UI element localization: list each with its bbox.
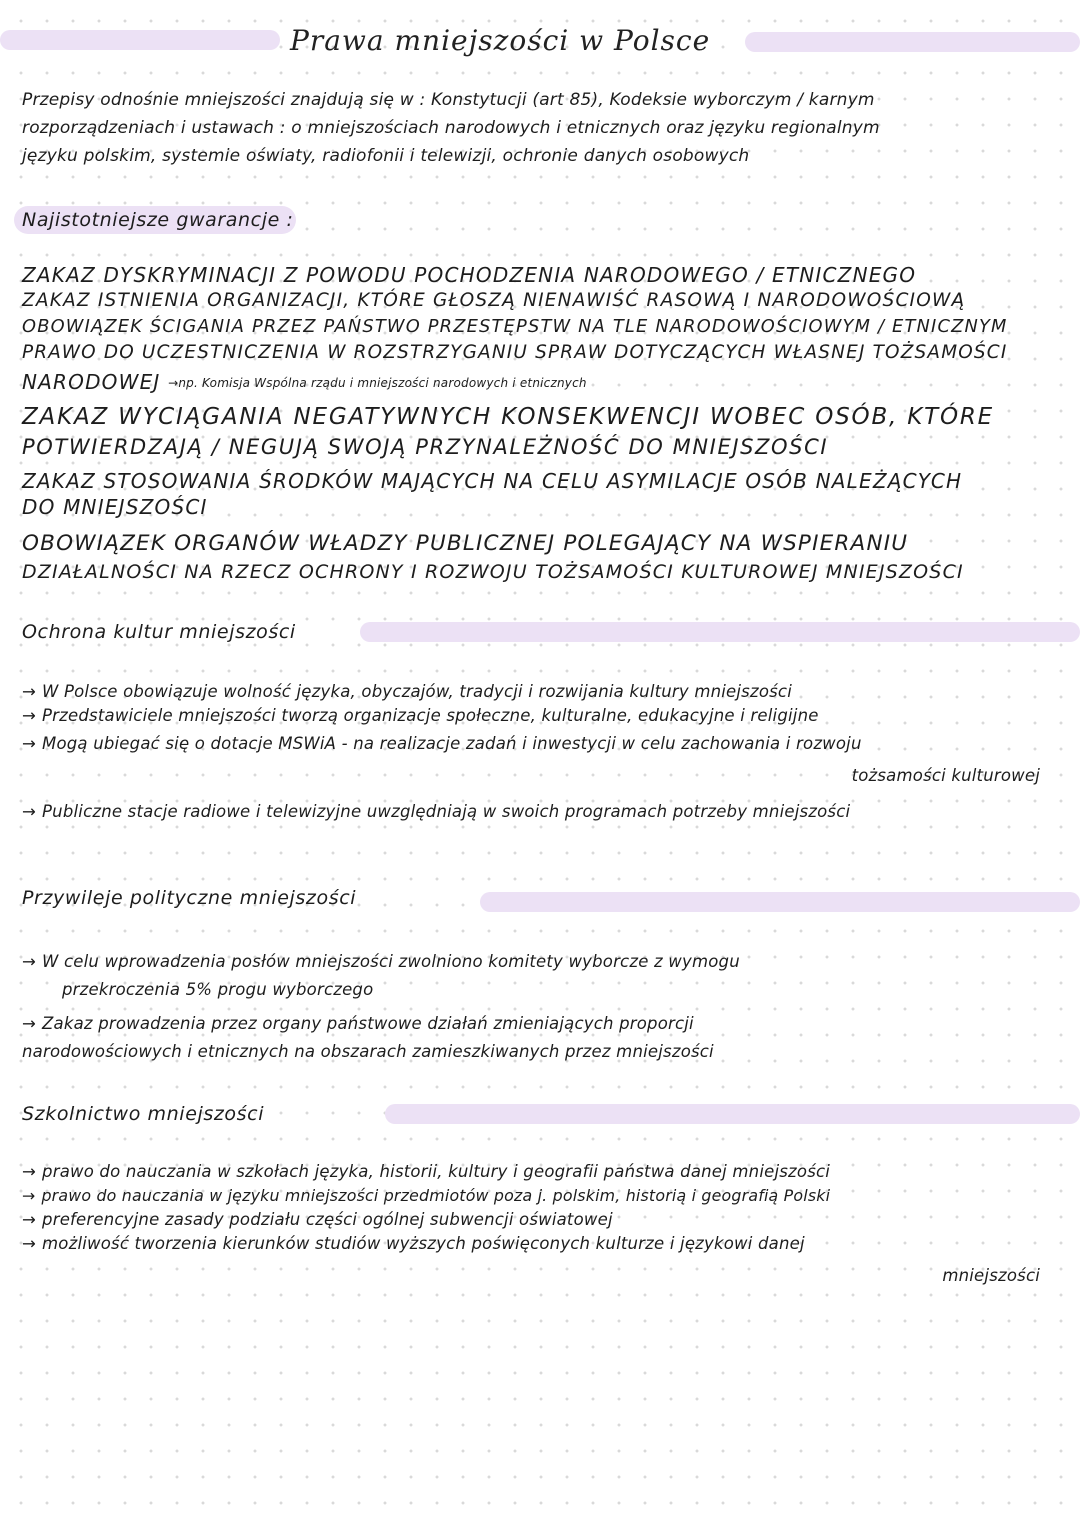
arrow-icon: → [22, 734, 37, 753]
section-heading-guarantees: Najistotniejsze gwarancje : [22, 209, 294, 231]
list-item [22, 1014, 694, 1034]
list-item [22, 1162, 830, 1182]
guarantee-line: PRAWO DO UCZESTNICZENIA W ROZSTRZYGANIU SPRAW DOTYCZĄCYCH WŁASNEJ TOŻSAMOŚCI [22, 342, 1008, 363]
list-item [22, 952, 740, 972]
arrow-icon: → [22, 682, 37, 701]
arrow-icon: → [22, 706, 37, 725]
arrow-icon: → [22, 1234, 37, 1253]
section-heading-politics: Przywileje polityczne mniejszości [22, 887, 357, 909]
arrow-icon: → [22, 1210, 37, 1229]
list-item-text: Zakaz prowadzenia przez organy państwowe działań zmieniających proporcji [42, 1014, 694, 1033]
list-item-text: prawo do nauczania w szkołach języka, historii, kultury i geografii państwa danej mniejszości [42, 1162, 831, 1181]
arrow-icon: → [22, 1162, 37, 1181]
title-highlight-left [0, 30, 280, 50]
heading-highlight-culture [360, 622, 1080, 642]
guarantee-line [22, 371, 587, 394]
list-item [22, 802, 850, 822]
section-heading-education: Szkolnictwo mniejszości [22, 1103, 265, 1125]
list-item [22, 1186, 830, 1206]
guarantee-note: →np. Komisja Wspólna rządu i mniejszości narodowych i etnicznych [168, 376, 587, 390]
intro-line: rozporządzeniach i ustawach : o mniejszościach narodowych i etnicznych oraz języku regionalnym [22, 118, 880, 138]
arrow-icon: → [22, 1186, 36, 1205]
list-item [22, 706, 819, 726]
heading-highlight-education [385, 1104, 1080, 1124]
list-item-text: W Polsce obowiązuje wolność języka, obyczajów, tradycji i rozwijania kultury mniejszości [42, 682, 792, 701]
list-item-text: W celu wprowadzenia posłów mniejszości zwolniono komitety wyborcze z wymogu [42, 952, 740, 971]
list-item-continuation: tożsamości kulturowej [851, 766, 1040, 785]
title-highlight-right [745, 32, 1080, 52]
guarantee-line: ZAKAZ WYCIĄGANIA NEGATYWNYCH KONSEKWENCJI WOBEC OSÓB, KTÓRE [22, 404, 994, 430]
guarantee-line-text: NARODOWEJ [22, 370, 161, 394]
list-item [22, 1210, 613, 1230]
list-item-text: Publiczne stacje radiowe i telewizyjne uwzględniają w swoich programach potrzeby mniejszości [42, 802, 851, 821]
arrow-icon: → [22, 1014, 37, 1033]
list-item-continuation: przekroczenia 5% progu wyborczego [62, 980, 374, 999]
guarantee-line: POTWIERDZAJĄ / NEGUJĄ SWOJĄ PRZYNALEŻNOŚĆ DO MNIEJSZOŚCI [22, 435, 829, 459]
arrow-icon: → [22, 952, 37, 971]
guarantee-line: OBOWIĄZEK ORGANÓW WŁADZY PUBLICZNEJ POLEGAJĄCY NA WSPIERANIU [22, 531, 909, 556]
list-item-continuation: mniejszości [942, 1266, 1040, 1285]
list-item-text: możliwość tworzenia kierunków studiów wyższych poświęconych kulturze i językowi danej [42, 1234, 805, 1253]
guarantee-line: OBOWIĄZEK ŚCIGANIA PRZEZ PAŃSTWO PRZESTĘPSTW NA TLE NARODOWOŚCIOWYM / ETNICZNYM [22, 316, 1008, 337]
list-item-text: prawo do nauczania w języku mniejszości przedmiotów poza j. polskim, historią i geografią Polski [41, 1186, 831, 1205]
arrow-icon: → [22, 802, 37, 821]
guarantee-line: ZAKAZ DYSKRYMINACJI Z POWODU POCHODZENIA NARODOWEGO / ETNICZNEGO [22, 263, 917, 287]
guarantee-line: ZAKAZ STOSOWANIA ŚRODKÓW MAJĄCYCH NA CELU ASYMILACJE OSÓB NALEŻĄCYCH [22, 469, 963, 493]
list-item-text: Mogą ubiegać się o dotacje MSWiA - na realizacje zadań i inwestycji w celu zachowania i rozwoju [42, 734, 862, 753]
list-item-text: preferencyjne zasady podziału części ogólnej subwencji oświatowej [42, 1210, 613, 1229]
list-item [22, 734, 862, 754]
list-item [22, 1234, 805, 1254]
guarantee-line: DO MNIEJSZOŚCI [22, 495, 208, 519]
list-item-continuation: narodowościowych i etnicznych na obszarach zamieszkiwanych przez mniejszości [22, 1042, 714, 1061]
heading-highlight-politics [480, 892, 1080, 912]
guarantee-line: DZIAŁALNOŚCI NA RZECZ OCHRONY I ROZWOJU TOŻSAMOŚCI KULTUROWEJ MNIEJSZOŚCI [22, 561, 964, 583]
section-heading-culture: Ochrona kultur mniejszości [22, 621, 296, 643]
intro-line: języku polskim, systemie oświaty, radiofonii i telewizji, ochronie danych osobowych [22, 146, 750, 166]
page-title: Prawa mniejszości w Polsce [290, 24, 711, 57]
list-item [22, 682, 792, 702]
list-item-text: Przedstawiciele mniejszości tworzą organizacje społeczne, kulturalne, edukacyjne i religijne [42, 706, 819, 725]
guarantee-line: ZAKAZ ISTNIENIA ORGANIZACJI, KTÓRE GŁOSZĄ NIENAWIŚĆ RASOWĄ I NARODOWOŚCIOWĄ [22, 290, 966, 311]
intro-line: Przepisy odnośnie mniejszości znajdują się w : Konstytucji (art 85), Kodeksie wyborczym / karnym [22, 90, 875, 110]
